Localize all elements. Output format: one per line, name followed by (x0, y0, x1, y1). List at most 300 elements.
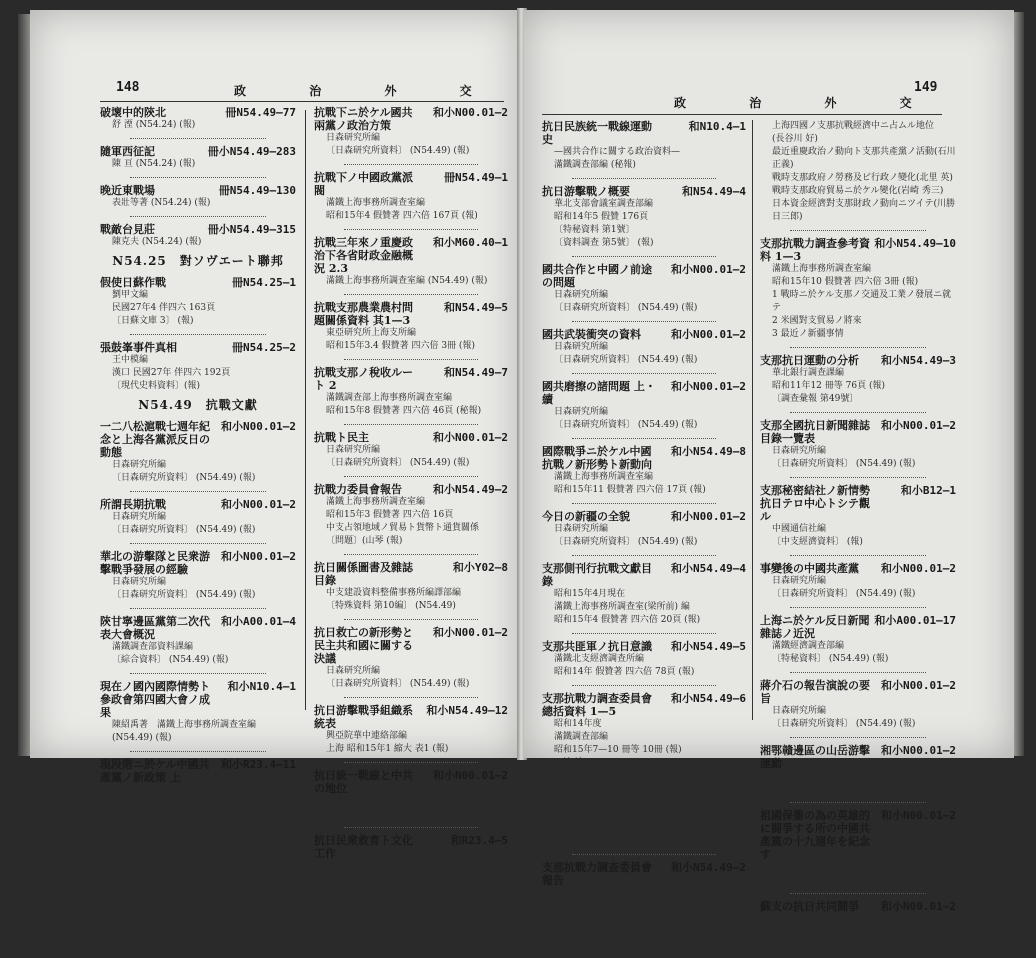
entry-title: 抗戰三年來ノ重慶政治下各省財政金融概況 2.3 (314, 236, 413, 275)
entry-separator (572, 503, 716, 504)
entry-title: 現段階ニ於ケル中國共產黨ノ新政策 上 (100, 758, 210, 784)
entry-detail: 4/2 奧地經濟篇 (2) (554, 823, 632, 833)
entry-detail: 〔日森研究所資料〕 (N54.49) (報) (554, 303, 698, 313)
entry-detail: 東亞經濟調查局上海支局〔陳紹禹 王明〕編 (112, 798, 286, 808)
entry-detail: 〔日森研究所資料〕 (N54.49) (報) (772, 875, 916, 885)
catalog-entry (760, 354, 956, 406)
entry-separator (344, 359, 478, 360)
entry-detail: 興亞院華中連絡部編 (326, 731, 408, 741)
entry-title: 支那抗戰力調查委員會報告 (542, 861, 652, 887)
entry-title: 支那共匪軍ノ抗日意識 (542, 640, 652, 653)
catalog-entry (314, 366, 508, 418)
entry-detail: 滿鐵調查部資料課編 (112, 642, 194, 652)
entry-separator (130, 216, 266, 217)
entry-detail: 〔日森研究所資料〕 (N54.49) (報) (326, 809, 470, 819)
catalog-entry (542, 328, 746, 367)
catalog-entry (542, 692, 746, 848)
entry-detail: 〔問題〕(山琴 (報) (326, 536, 403, 546)
call-number: 冊小N54.49—315 (207, 223, 296, 236)
entry-title: 蔣介石の報告演說の要旨 (760, 679, 870, 705)
catalog-entry (100, 420, 296, 485)
entry-detail: 〔特秘資料〕 (N54.49) (報) (772, 654, 889, 664)
catalog-entry (100, 550, 296, 602)
call-number: 冊小N54.49—283 (207, 145, 296, 158)
entry-detail: 日森研究所編 (554, 342, 609, 352)
entry-detail: 中支占領地域ノ貿易ト貨幣ト通貨關係 (326, 523, 480, 533)
call-number: 和小N54.49—10 (874, 237, 956, 250)
entry-title: 抗戰力委員會報告 (314, 483, 402, 496)
entry-separator (572, 555, 716, 556)
call-number: 和小N00.01—2 (433, 626, 508, 639)
catalog-entry (314, 561, 508, 613)
running-head: 政 治 外 交 (674, 96, 940, 110)
entry-title: 國際戰爭ニ於ケル中國抗戰ノ新形勢ト新動向 (542, 445, 652, 471)
left-column-1 (100, 106, 296, 829)
call-number: 冊N54.25—1 (232, 276, 296, 289)
catalog-entry (314, 834, 508, 912)
entry-separator (344, 294, 478, 295)
entry-separator (130, 543, 266, 544)
entry-detail: 1 總 論 (554, 758, 584, 768)
entry-detail: 日森研究所編 (112, 577, 167, 587)
entry-detail: 2/1 政治篇 (1) (554, 771, 614, 781)
entry-title: 抗日統一戰線と中共の地位 (314, 769, 413, 795)
entry-detail: 滿鐵上海事務所調查室編 (326, 497, 426, 507)
call-number: 冊N54.49—77 (225, 106, 296, 119)
entry-detail: 日森研究所編 (112, 512, 167, 522)
call-number: 和小N00.01—2 (671, 380, 746, 393)
call-number: 和小N54.49—8 (671, 445, 746, 458)
entry-detail: 昭和14年5 假贊 176頁 (554, 212, 649, 222)
catalog-entry (314, 236, 508, 288)
entry-detail: 〔日森研究所資料〕 (N54.49) (報) (554, 420, 698, 430)
entry-detail: 5 外援篇 (554, 836, 590, 846)
left-page-header (30, 80, 520, 102)
entry-title: 現在ノ國內國際情勢ト參政會第四國大會ノ成果 (100, 680, 210, 719)
entry-title: 支那抗日運動の分析 (760, 354, 859, 367)
entry-detail: 昭和15年3 假贊著 四六倍 16頁 (326, 510, 454, 520)
call-number: 和小Y02—8 (452, 561, 508, 574)
entry-separator (572, 321, 716, 322)
entry-detail: 昭和15年10 假贊著 四六倍 3冊 (報) (772, 277, 919, 287)
column-divider (752, 120, 753, 720)
entry-detail: 日森研究所編 (554, 407, 609, 417)
catalog-entry (100, 680, 296, 745)
catalog-entry (100, 276, 296, 328)
entry-detail: 戰時支那政府貿易ニ於ケル變化(岩崎 秀三) (772, 186, 944, 196)
entry-separator (130, 334, 266, 335)
entry-title: 支那秘密結社ノ新情勢 抗日テロ中心トシテ觀ル (760, 484, 870, 523)
catalog-entry (100, 498, 296, 537)
entry-title: 一二八松滬戰七週年紀念と上海各黨派反日の動態 (100, 420, 210, 459)
call-number: 和小N00.01—2 (881, 744, 956, 757)
call-number: 和小N00.01—2 (881, 900, 956, 913)
entry-title: 抗戰ト民主 (314, 431, 369, 444)
entry-detail: 〔調查彙報 第49號〕 (772, 394, 859, 404)
entry-detail: 上海 昭和15年1 縮大 表1 (報) (326, 744, 449, 754)
entry-detail: 日森研究所編 (326, 133, 381, 143)
call-number: 和小N00.01—2 (221, 498, 296, 511)
catalog-entry (760, 237, 956, 341)
entry-detail: 〔日森研究所資料〕 (N54.49) (報) (772, 589, 916, 599)
entry-separator (572, 633, 716, 634)
entry-detail: 昭和14年 假贊著 四六倍 78頁 (報) (554, 667, 695, 677)
entry-detail: 滿鐵上海事務所調查室編 (554, 472, 654, 482)
right-column-2 (760, 120, 956, 945)
entry-detail: 東亞研究所上海支所編 (326, 328, 417, 338)
entry-separator (344, 697, 478, 698)
entry-detail: 昭和15年4 假贊著 四六倍 20頁 (報) (554, 615, 701, 625)
entry-detail: 陳紹禹著 滿鐵上海事務所調查室編 (112, 720, 257, 730)
call-number: 和小N54.49—6 (671, 692, 746, 705)
entry-separator (130, 491, 266, 492)
call-number: 和小N00.01—2 (433, 431, 508, 444)
entry-title: 抗戰下ニ於ケル國共兩黨ノ政治方策 (314, 106, 413, 132)
entry-separator (572, 438, 716, 439)
entry-detail: 劉甲文編 (112, 290, 149, 300)
entry-detail: 最近重慶政治ノ動向ト支那共產黨ノ活動(石川正義) (772, 147, 956, 170)
catalog-entry (542, 861, 746, 952)
entry-title: 華北の游擊隊と民衆游擊戰爭發展の經驗 (100, 550, 210, 576)
call-number: 和R23.4—5 (450, 834, 508, 847)
entry-detail: 〔日森研究所資料〕 (N54.49) (報) (554, 355, 698, 365)
entry-separator (344, 164, 478, 165)
entry-title: 支那全國抗日新聞雜誌目錄一覽表 (760, 419, 870, 445)
entry-detail: 〔日森研究所資料〕 (N54.49) (報) (772, 784, 916, 794)
entry-title: 今日の新疆の全貌 (542, 510, 630, 523)
entry-title: 國共合作と中國ノ前途の問題 (542, 263, 652, 289)
entry-detail: 〔日森研究所資料〕 (N54.49) (報) (554, 537, 698, 547)
entry-detail: 日森研究所編 (772, 771, 827, 781)
catalog-entry (100, 341, 296, 393)
entry-separator (130, 673, 266, 674)
entry-detail: 昭和15年8 假贊著 四六倍 46頁 (秘報) (326, 406, 482, 416)
entry-detail: 日森研究所編 (772, 446, 827, 456)
entry-title: 戰敵台見莊 (100, 223, 155, 236)
call-number: 和小N54.49—2 (671, 861, 746, 874)
call-number: 和小N54.49—2 (433, 483, 508, 496)
entry-detail: 〔福名 抗日救國政策〕 (112, 785, 205, 795)
entry-detail: 中支建設資料整備事務所編譯部編 (326, 588, 462, 598)
entry-detail: 滿鐵上海事務所調查室編 (326, 861, 426, 871)
running-head: 政 治 外 交 (234, 84, 500, 98)
entry-separator (790, 802, 926, 803)
entry-separator (572, 178, 716, 179)
entry-separator (130, 138, 266, 139)
entry-detail: 最近政府ノ列國輸東政策(具島 桑三郎) (554, 927, 708, 937)
call-number: 和小N54.49—4 (671, 562, 746, 575)
entry-detail: 〔日森研究所資料〕 (N54.49) (報) (772, 719, 916, 729)
call-number: 冊N54.25—2 (232, 341, 296, 354)
entry-title: 假使日蘇作戰 (100, 276, 166, 289)
entry-separator (790, 737, 926, 738)
entry-detail: 昭和15年4月現在 (554, 589, 626, 599)
entry-separator (572, 685, 716, 686)
entry-detail: 日森研究所編 (326, 796, 381, 806)
entry-detail: 支那政治經濟情報(中西 功) (554, 940, 663, 950)
entry-separator (344, 762, 478, 763)
entry-detail: 王中模編 (112, 355, 149, 365)
catalog-entry (100, 184, 296, 210)
entry-detail: 日森研究所編 (112, 460, 167, 470)
entry-detail: 〔日森研究所資料〕 (N54.49) (報) (112, 525, 256, 535)
entry-title: 上海ニ於ケル反日新聞雜誌ノ近況 (760, 614, 870, 640)
entry-detail: 1 戰時ニ於ケル支那ノ交通及工業ノ發展ニ就テ (772, 290, 952, 313)
catalog-entry (542, 510, 746, 549)
entry-separator (790, 893, 926, 894)
call-number: 和小N00.01—2 (881, 562, 956, 575)
entry-detail: 華北支部會議室調查部編 (554, 199, 654, 209)
entry-title: 支那抗戰力調查委員會總括資料 1—5 (542, 692, 652, 718)
entry-title: 事變後の中國共產黨 (760, 562, 859, 575)
right-page-header (524, 80, 1014, 110)
call-number: 和小N00.01—2 (221, 420, 296, 433)
entry-detail: 日森研究所編 (554, 524, 609, 534)
entry-separator (572, 854, 716, 855)
entry-title: 張鼓峯事件真相 (100, 341, 177, 354)
column-divider (305, 110, 306, 710)
entry-title: 所謂長期抗戰 (100, 498, 166, 511)
entry-detail: 昭和15年7—10 冊等 10冊 (報) (554, 745, 682, 755)
entry-detail: 日森研究所編 (772, 914, 827, 924)
section-heading: N54.49 抗戰文獻 (138, 398, 258, 412)
call-number: 和小N54.49—12 (426, 704, 508, 717)
entry-title: 抗日民族統一戰線運動史 (542, 120, 652, 146)
entry-title: 抗日關係圖書及雜誌目錄 (314, 561, 413, 587)
catalog-entry (542, 380, 746, 432)
call-number: 和N54.49—4 (682, 185, 746, 198)
catalog-entry (314, 769, 508, 821)
call-number: 冊N54.49—130 (218, 184, 296, 197)
entry-detail: 戰時支那政府ノ勞務及ビ行政ノ變化(北里 英) (772, 173, 953, 183)
entry-detail: 日森研究所編 (326, 666, 381, 676)
entry-detail: 2 米國對支貿易ノ將來 (772, 316, 862, 326)
call-number: 和小N00.01—2 (881, 419, 956, 432)
entry-separator (344, 554, 478, 555)
call-number: 和小N54.49—5 (671, 640, 746, 653)
catalog-entry (100, 223, 296, 249)
entry-detail: 〔日森研究所資料〕 (N54.49) (報) (772, 927, 916, 937)
entry-title: 晚近東戰場 (100, 184, 155, 197)
entry-detail: 陳克夫 (N54.24) (報) (112, 237, 202, 247)
entry-title: 隨軍西征記 (100, 145, 155, 158)
entry-detail: 滿鐵上海事務所調查室編 (N54.49) (報) (326, 276, 488, 286)
call-number: 和N10.4—1 (688, 120, 746, 133)
entry-detail: 昭和15年3.4 假贊著 四六倍 3冊 (報) (326, 341, 475, 351)
call-number: 和小N00.01—2 (671, 510, 746, 523)
header-rule (542, 114, 942, 115)
entry-detail: 〔日森研究所資料〕 (N54.49) (報) (772, 459, 916, 469)
entry-detail: 〔現代史料資料〕(報) (112, 381, 201, 391)
entry-separator (790, 412, 926, 413)
entry-detail: 昭和11年12 冊等 76頁 (報) (772, 381, 885, 391)
entry-title: 抗日游擊戰ノ概要 (542, 185, 630, 198)
entry-separator (130, 177, 266, 178)
entry-separator (344, 424, 478, 425)
catalog-entry (542, 562, 746, 627)
entry-detail: 〔綜合資料〕 (N54.49) (報) (112, 655, 229, 665)
entry-separator (572, 256, 716, 257)
header-rule (100, 101, 504, 102)
entry-detail: 華北銀行調查課編 (772, 368, 845, 378)
entry-separator (130, 608, 266, 609)
call-number: 和小A00.01—17 (874, 614, 956, 627)
entry-detail: 舒 湮 (N54.24) (報) (112, 120, 196, 130)
entry-detail: 滿鐵上海事務所調查室編 (554, 888, 654, 898)
entry-title: 抗戰支那ノ稅收ルート 2 (314, 366, 413, 392)
catalog-entry (760, 562, 956, 601)
entry-detail: 昭和14年度 (554, 719, 602, 729)
entry-detail: 調查報告 第3輯〕 (326, 887, 398, 897)
call-number: 和小M60.40—1 (433, 236, 508, 249)
entry-title: 國共磨擦の諸問題 上・續 (542, 380, 656, 406)
call-number: 和N54.49—7 (444, 366, 508, 379)
catalog-entry (314, 431, 508, 470)
entry-detail: 漢口 民國27年 伴四六 192頁 (112, 368, 231, 378)
catalog-entry (760, 419, 956, 471)
entry-title: 抗日民衆救育ト文化工作 (314, 834, 413, 860)
entry-detail: 奧地經濟調查ト問ス報告(共山重武) (554, 914, 697, 924)
right-page (524, 10, 1014, 950)
entry-title: 破壞中的陝北 (100, 106, 166, 119)
entry-separator (344, 476, 478, 477)
entry-detail: 〔山西省中部淪陷地方共產地區狀況 (326, 874, 471, 884)
entry-separator (790, 607, 926, 608)
entry-detail: 陳 亘 (N54.24) (報) (112, 159, 196, 169)
entry-title: 祖國保衞の為の英雄的に闘爭する所の中國共產黨の十九週年を紀念す (760, 809, 870, 861)
entry-detail: 日森研究所編 (772, 576, 827, 586)
call-number: 和N54.49—5 (444, 301, 508, 314)
entry-detail: (N54.49) (報) (112, 733, 172, 743)
call-number: 和小R23.4—11 (221, 758, 296, 771)
call-number: 和小N00.01—2 (433, 106, 508, 119)
entry-separator (790, 477, 926, 478)
catalog-entry (314, 171, 508, 223)
entry-detail: 2/2 政治篇 (2) (554, 784, 614, 794)
entry-detail: 3 最近ノ新疆事情 (772, 329, 844, 339)
entry-detail: 日森研究所編 (326, 445, 381, 455)
catalog-entry (314, 106, 508, 158)
entry-title: 蘇支の抗日共同鬪爭 (760, 900, 859, 913)
call-number: 和小B12—1 (900, 484, 956, 497)
call-number: 和小N00.01—2 (671, 328, 746, 341)
page-number: 148 (116, 80, 140, 95)
entry-detail: 〔特秘資料 第1號〕 (554, 225, 635, 235)
left-column-2 (314, 106, 508, 918)
entry-detail: (長谷川 好) (772, 134, 818, 144)
call-number: 和小N00.01—2 (881, 679, 956, 692)
catalog-entry (542, 640, 746, 679)
entry-separator (790, 555, 926, 556)
call-number: 和小N54.49—3 (881, 354, 956, 367)
entry-title: 抗戰支那農業農村問題關係資料 其1—3 (314, 301, 413, 327)
entry-detail: 〔日森研究所資料〕 (N54.49) (報) (326, 146, 470, 156)
entry-separator (344, 229, 478, 230)
entry-detail: —國共合作に關する政治資料— (554, 147, 681, 157)
catalog-entry (542, 263, 746, 315)
entry-detail: 中國通信社編 (772, 524, 827, 534)
catalog-entry (760, 809, 956, 887)
catalog-entry (760, 614, 956, 666)
entry-detail: 〔中支經濟資料〕 (報) (772, 537, 863, 547)
entry-detail: 日森研究所編 (772, 862, 827, 872)
entry-detail: 表壯等著 (N54.24) (報) (112, 198, 211, 208)
entry-detail: 〔日森研究所資料〕 (N54.49) (報) (112, 590, 256, 600)
catalog-entry (100, 106, 296, 132)
catalog-entry (314, 704, 508, 756)
call-number: 和小N00.01—2 (881, 809, 956, 822)
entry-detail: 昭和15—16年 假贊著 四六倍 7冊 (報) (554, 901, 710, 911)
catalog-entry (760, 120, 956, 224)
entry-detail: 滿鐵經濟調查部編 (772, 641, 845, 651)
catalog-entry (100, 145, 296, 171)
entry-detail: 〔日森研究所資料〕 (N54.49) (報) (326, 679, 470, 689)
section-heading: N54.25 對ソヴエート聯邦 (112, 254, 284, 268)
entry-separator (790, 230, 926, 231)
catalog-entry (760, 679, 956, 731)
right-column-1 (542, 120, 746, 958)
left-page (30, 10, 520, 910)
entry-detail: 日本資金經濟對支那財政ノ動向ニツイテ(川勝 日三郎) (772, 199, 956, 222)
entry-detail: 上海四國ノ支那抗戰經濟中ニ占ムル地位 (772, 121, 935, 131)
entry-detail: 滿鐵上海事務所調查室編 (772, 264, 872, 274)
call-number: 和小N10.4—1 (227, 680, 296, 693)
entry-detail: 民國27年4 伴四六 163頁 (112, 303, 216, 313)
entry-separator (130, 751, 266, 752)
entry-detail: 昭和15年4 假贊著 四六倍 167頁 (報) (326, 211, 478, 221)
entry-detail: 4/1 奧地經濟篇 (1) (554, 810, 632, 820)
entry-title: 陝甘寧邊區黨第二次代表大會概況 (100, 615, 210, 641)
entry-detail: 日森研究所編 (772, 706, 827, 716)
call-number: 和小N00.01—2 (671, 263, 746, 276)
entry-separator (344, 619, 478, 620)
catalog-entry (760, 744, 956, 796)
entry-separator (344, 827, 478, 828)
catalog-entry (314, 626, 508, 691)
catalog-entry (760, 900, 956, 939)
entry-title: 抗日游擊戰爭組織系統表 (314, 704, 413, 730)
catalog-entry (314, 301, 508, 353)
entry-detail: 3/1—4 戰時經濟政策篇 1—4 (554, 797, 673, 807)
entry-detail: 滿鐵調查部編 (554, 732, 609, 742)
entry-detail: 滿鐵上海事務所調查室編 (326, 198, 426, 208)
entry-detail: 滿鐵調查部編 (秘報) (554, 160, 636, 170)
call-number: 和小N00.01—2 (221, 550, 296, 563)
entry-separator (790, 672, 926, 673)
catalog-entry (542, 445, 746, 497)
entry-separator (572, 373, 716, 374)
entry-separator (790, 347, 926, 348)
entry-title: 國共武裝衝突の資料 (542, 328, 641, 341)
catalog-entry (542, 120, 746, 172)
call-number: 和小A00.01—4 (221, 615, 296, 628)
call-number: 冊N54.49—1 (444, 171, 508, 184)
entry-detail: 滿鐵上海事務所調查室(梁所前) 編 (554, 602, 690, 612)
entry-detail: 〔特殊資料 第10編〕 (N54.49) (326, 601, 456, 611)
entry-detail: (N54.49) (報) (112, 811, 172, 821)
catalog-entry (100, 758, 296, 823)
entry-detail: 昭和15年11 假贊著 四六倍 17頁 (報) (554, 485, 706, 495)
catalog-entry (100, 615, 296, 667)
page-number: 149 (914, 80, 938, 95)
entry-detail: 〔日蘇文庫 3〕 (報) (112, 316, 194, 326)
entry-detail: 〔日森研究所資料〕 (N54.49) (報) (112, 473, 256, 483)
entry-detail: 日森研究所編 (554, 290, 609, 300)
catalog-entry (542, 185, 746, 250)
entry-title: 湘鄂贛邊區の山岳游擊運動 (760, 744, 870, 770)
entry-detail: 〔日森研究所資料〕 (N54.49) (報) (326, 458, 470, 468)
catalog-entry (314, 483, 508, 548)
